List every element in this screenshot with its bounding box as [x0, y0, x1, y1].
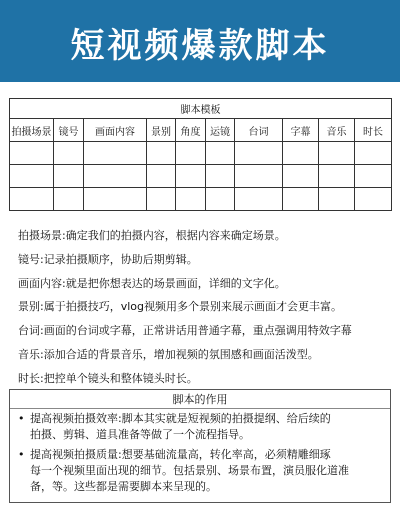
column-header: 音乐	[319, 119, 355, 142]
definition-item: 时长:把控单个镜头和整体镜头时长。	[18, 371, 198, 385]
role-box-title: 脚本的作用	[172, 393, 228, 406]
definition-item: 镜号:记录拍摄顺序，协助后期剪辑。	[18, 252, 198, 266]
definition-item: 拍摄场景:确定我们的拍摄内容，根据内容来确定场景。	[18, 229, 286, 242]
definition-item: 景别:属于拍摄技巧，vlog视频用多个景别来展示画面才会更丰富。	[18, 300, 342, 314]
role-item-line: 拍摄、剪辑、道具准备等做了一个流程指导。	[30, 428, 250, 441]
bullet-icon: •	[18, 448, 25, 461]
definition-item: 台词:画面的台词或字幕，正常讲话用普通字幕，重点强调用特效字幕	[18, 324, 352, 338]
column-header: 时长	[355, 119, 392, 142]
table-cell	[235, 142, 283, 165]
script-template-table	[9, 98, 392, 211]
table-cell	[54, 188, 84, 211]
bullet-icon: •	[18, 412, 25, 425]
table-cell	[319, 142, 355, 165]
table-cell	[10, 188, 54, 211]
table-cell	[283, 165, 319, 188]
page-title: 短视频爆款脚本	[70, 26, 330, 66]
table-cell	[176, 165, 206, 188]
column-header: 景别	[147, 119, 176, 142]
table-cell	[84, 188, 147, 211]
table-cell	[10, 165, 54, 188]
column-header: 镜号	[54, 119, 84, 142]
table-cell	[147, 188, 176, 211]
table-cell	[84, 142, 147, 165]
table-cell	[355, 142, 392, 165]
role-item-line: 提高视频拍摄质量:想要基础流量高，转化率高，必须精雕细琢	[30, 448, 331, 461]
column-header: 画面内容	[84, 119, 147, 142]
definition-item: 音乐:添加合适的背景音乐，增加视频的氛围感和画面活泼型。	[18, 347, 319, 361]
role-list	[18, 411, 384, 499]
role-item-line: 备，等。这些都是需要脚本来呈现的。	[30, 480, 217, 493]
header-banner	[0, 0, 400, 82]
table-cell	[10, 142, 54, 165]
role-list-item	[18, 411, 384, 443]
column-header: 运镜	[206, 119, 235, 142]
role-list-item	[18, 447, 384, 495]
table-cell	[147, 165, 176, 188]
role-box-divider	[10, 408, 390, 409]
table-cell	[176, 188, 206, 211]
table-cell	[84, 165, 147, 188]
table-cell	[283, 188, 319, 211]
table-row	[10, 188, 392, 211]
table-cell	[54, 165, 84, 188]
table-row	[10, 165, 392, 188]
table-cell	[319, 188, 355, 211]
table-cell	[235, 165, 283, 188]
definition-item: 画面内容:就是把你想表达的场景画面，详细的文字化。	[18, 276, 286, 290]
role-item-line: 提高视频拍摄效率:脚本其实就是短视频的拍摄提纲、给后续的	[30, 412, 331, 425]
table-cell	[176, 142, 206, 165]
definitions-list	[18, 224, 388, 391]
table-cell	[355, 188, 392, 211]
table-row	[10, 142, 392, 165]
table-cell	[206, 142, 235, 165]
table-cell	[235, 188, 283, 211]
table-cell	[283, 142, 319, 165]
table-cell	[147, 142, 176, 165]
table-cell	[319, 165, 355, 188]
table-cell	[54, 142, 84, 165]
table-title: 脚本模板	[10, 99, 392, 119]
table-cell	[206, 188, 235, 211]
script-role-box	[9, 389, 391, 503]
column-header: 拍摄场景	[10, 119, 54, 142]
column-header: 字幕	[283, 119, 319, 142]
column-header: 台词	[235, 119, 283, 142]
role-item-line: 每一个视频里面出现的细节。包括景别、场景布置，演员服化道准	[30, 464, 349, 477]
table-cell	[206, 165, 235, 188]
column-header: 角度	[176, 119, 206, 142]
table-cell	[355, 165, 392, 188]
